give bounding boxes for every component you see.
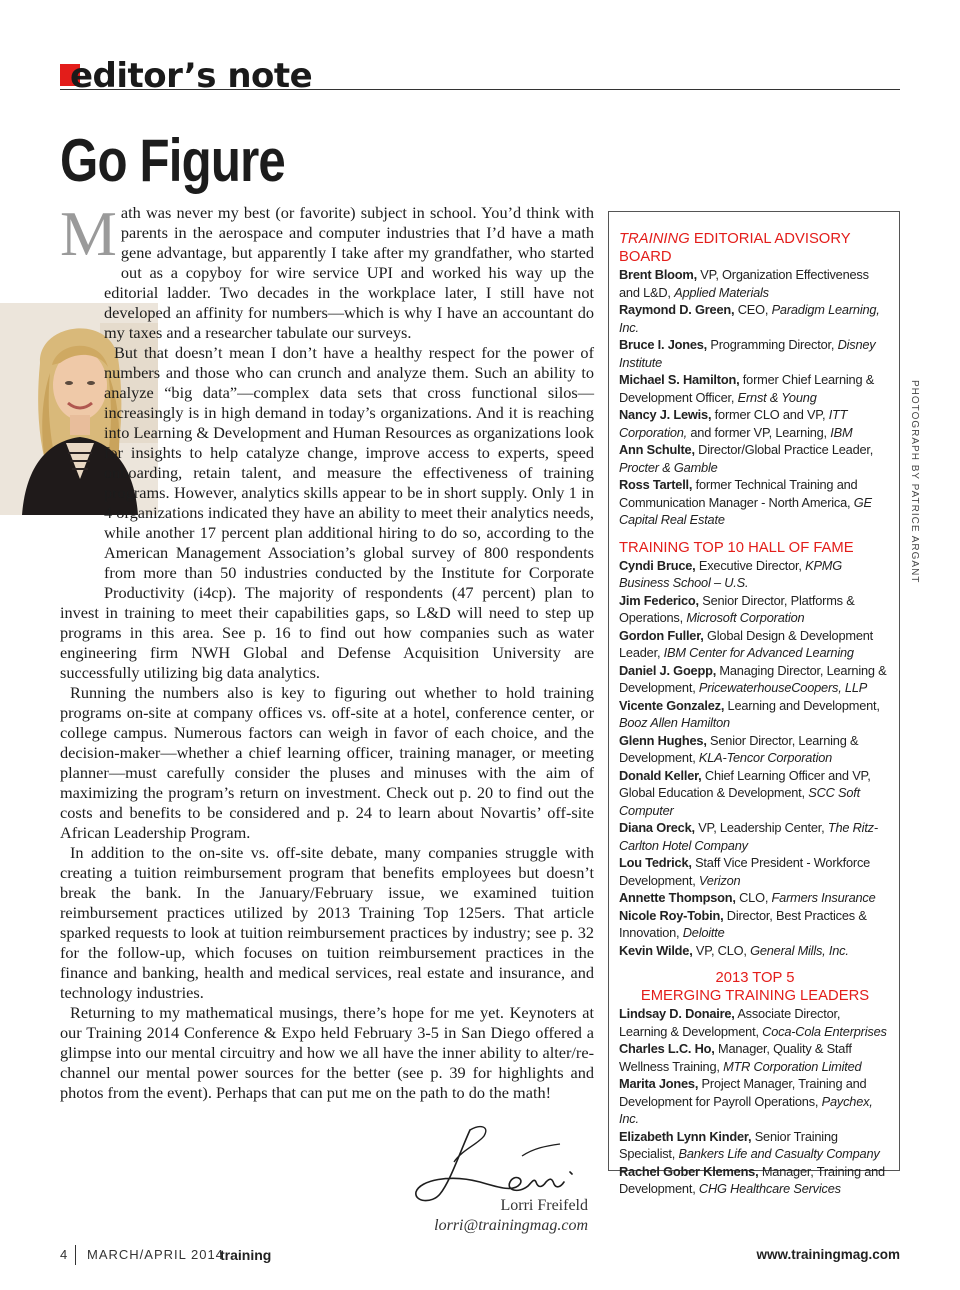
member-org: KLA-Tencor Corporation bbox=[698, 750, 833, 765]
advisory-board-list bbox=[619, 266, 891, 529]
board-member bbox=[619, 266, 891, 301]
paragraph-1-text: ath was never my best (or favorite) subject in school. You’d think with parents in the aerospace and computer industries that I’d have a math gene advantage, but apparently I take after my grandfather, who started out as a copyboy for wire service UPI and worked his way up the editorial ladder. Two decades in the workplace later, I still have not developed an affinity for numbers—which is why I have an accountant do my taxes and a researcher tabulate our surveys. bbox=[104, 203, 594, 342]
emerging-leaders-list bbox=[619, 1005, 891, 1198]
member-title: VP, Organization Effectiveness and L&D, bbox=[619, 267, 869, 300]
member-name: Donald Keller, bbox=[619, 767, 702, 783]
member-org: Paychex, Inc. bbox=[619, 1093, 873, 1126]
member-org: IBM Center for Advanced Learning bbox=[663, 645, 854, 660]
page-number: 4 bbox=[60, 1247, 68, 1262]
paragraph-3: Running the numbers also is key to figuring out whether to hold training programs on-site at company offices vs. off-site at a hotel, conference center, or college campus. Numerous factors can weigh in favor of each choice, and the decision-maker—whether a chief learning officer, training manager, or meeting planner—must carefully consider the pluses and minuses with the aim of maximizing the program’s return on investment. Check out p. 20 to find out the costs and benefits to be considered and p. 24 to learn about Novartis’ off-site African Leadership Program. bbox=[60, 683, 594, 842]
website-url[interactable]: www.trainingmag.com bbox=[756, 1247, 900, 1262]
member-org: Verizon bbox=[698, 872, 741, 888]
member-name: Nancy J. Lewis, bbox=[619, 407, 712, 422]
member-name: Bruce I. Jones, bbox=[619, 337, 708, 352]
member-name: Ann Schulte, bbox=[619, 442, 695, 457]
emerging-leader bbox=[619, 1005, 891, 1040]
hall-member bbox=[619, 732, 891, 767]
author-name: Lorri Freifeld bbox=[500, 1197, 588, 1214]
member-title: Chief Learning Officer and VP, Global Education & Development, bbox=[619, 767, 871, 800]
member-name: Jim Federico, bbox=[619, 592, 699, 608]
hall-member bbox=[619, 767, 891, 820]
hall-member bbox=[619, 697, 891, 732]
paragraph-5: Returning to my mathematical musings, there’s hope for me yet. Keynoters at our Training 2014 Conference & Expo held February 3-5 in San Diego offered a glimpse into our mental circuitry and how we all have the inner ability to alter/re-channel our mental power sources for the better (see p. 39 for highlights and photos from the event). Perhaps that can put me on the path to do the math! bbox=[60, 1003, 594, 1102]
member-name: Charles L.C. Ho, bbox=[619, 1041, 715, 1056]
hall-of-fame-list bbox=[619, 557, 891, 960]
member-title: Manager, Training and Development, bbox=[619, 1163, 885, 1196]
dropcap: M bbox=[60, 198, 117, 269]
hall-member bbox=[619, 889, 891, 907]
hall-member bbox=[619, 907, 891, 942]
advisory-board-heading-italic: TRAINING bbox=[619, 231, 690, 247]
photo-credit-text: PHOTOGRAPH BY PATRICE ARGANT bbox=[909, 380, 920, 584]
member-name: Annette Thompson, bbox=[619, 890, 736, 905]
member-name: Lou Tedrick, bbox=[619, 855, 692, 870]
member-name: Brent Bloom, bbox=[619, 267, 697, 282]
hall-member bbox=[619, 627, 891, 662]
member-org: Procter & Gamble bbox=[619, 459, 718, 475]
member-title: Staff Vice President - Workforce Development, bbox=[619, 855, 871, 888]
member-title: Programming Director, bbox=[707, 337, 838, 352]
member-title: Director/Global Practice Leader, bbox=[694, 442, 874, 457]
member-title: former CLO and VP, bbox=[711, 407, 829, 422]
member-title: Learning and Development, bbox=[724, 697, 880, 713]
member-title: Executive Director, bbox=[695, 557, 806, 573]
member-org: The Ritz-Carlton Hotel Company bbox=[619, 820, 878, 853]
sidebar-gap bbox=[619, 529, 891, 537]
member-name: Diana Oreck, bbox=[619, 820, 695, 835]
member-org: ITT Corporation, bbox=[619, 407, 848, 440]
member-name: Vicente Gonzalez, bbox=[619, 697, 725, 713]
member-org: KPMG Business School – U.S. bbox=[619, 557, 843, 590]
board-member bbox=[619, 476, 891, 529]
member-org: Coca-Cola Enterprises bbox=[762, 1023, 887, 1039]
emerging-leaders-heading-line-1: 2013 TOP 5 bbox=[715, 970, 795, 986]
member-name: Marita Jones, bbox=[619, 1076, 699, 1091]
hall-of-fame-heading: TRAINING TOP 10 HALL OF FAME bbox=[619, 539, 854, 556]
paragraph-2: But that doesn’t mean I don’t have a healthy respect for the power of numbers and those who can crunch and analyze them. Such an ability to analyze “big data”—complex data sets that cross functional silos—increasingly is in high demand in today’s organizations. And it is reaching into Learning & Development and Human Resources as organizations look for insights to help catalyze change, improve access to experts, speed onboarding, retain talent, and measure the effectiveness of training programs. However, analytics skills appear to be in short supply. Only 1 in 4 organizations indicated they have an ability to meet their analytics needs, while another 17 percent plan additional hiring to do so, according to the American Management Association’s global survey of 800 respondents from more than 50 industries conducted by the Institute for Corporate Productivity (i4cp). The majority of respondents (47 percent) plan to invest in training to meet their capabilities gaps, so L&D will need to step up programs in this area. See p. 16 to find out how companies such as water engineering firm NWH Global and Defense Acquisition University are successfully utilizing big data analytics. bbox=[60, 343, 594, 682]
member-title: Managing Director, Learning & Development, bbox=[619, 662, 887, 695]
hall-member bbox=[619, 819, 891, 854]
issue-date: MARCH/APRIL 2014 bbox=[87, 1247, 224, 1262]
member-org: Booz Allen Hamilton bbox=[619, 715, 730, 730]
member-name: Gordon Fuller, bbox=[619, 627, 704, 643]
member-name: Lindsay D. Donaire, bbox=[619, 1006, 735, 1021]
member-name: Rachel Gober Klemens, bbox=[619, 1163, 759, 1179]
member-title: former Technical Training and Communication Manager - North America, bbox=[619, 477, 858, 510]
board-member bbox=[619, 441, 891, 476]
member-name: Raymond D. Green, bbox=[619, 302, 735, 317]
header-rule bbox=[60, 89, 900, 90]
member-org: Ernst & Young bbox=[737, 389, 817, 405]
paragraph-1 bbox=[60, 198, 594, 343]
emerging-leader bbox=[619, 1075, 891, 1128]
member-title: CLO, bbox=[735, 890, 772, 905]
member-title: Senior Director, Learning & Development, bbox=[619, 732, 859, 765]
board-member bbox=[619, 371, 891, 406]
member-org: GE Capital Real Estate bbox=[619, 494, 872, 527]
member-title: Senior Training Specialist, bbox=[619, 1128, 838, 1161]
hall-member bbox=[619, 592, 891, 627]
hall-member bbox=[619, 942, 891, 960]
hall-member bbox=[619, 854, 891, 889]
hall-member bbox=[619, 662, 891, 697]
author-email[interactable]: lorri@trainingmag.com bbox=[434, 1217, 588, 1234]
emerging-leader bbox=[619, 1163, 891, 1198]
member-name: Daniel J. Goepp, bbox=[619, 662, 717, 678]
magazine-brand: training bbox=[220, 1247, 272, 1263]
member-title: Senior Director, Platforms & Operations, bbox=[619, 592, 855, 625]
member-org: Farmers Insurance bbox=[771, 890, 876, 905]
board-member bbox=[619, 301, 891, 336]
page-title: Go Figure bbox=[60, 127, 285, 194]
member-name: Michael S. Hamilton, bbox=[619, 372, 740, 387]
member-title: CEO, bbox=[734, 302, 772, 317]
sidebar-gap bbox=[619, 959, 891, 967]
member-title: Global Design & Development Leader, bbox=[619, 627, 874, 660]
member-org-2: IBM bbox=[830, 424, 853, 440]
member-name: Ross Tartell, bbox=[619, 477, 693, 492]
photo-credit bbox=[904, 380, 924, 584]
member-org: CHG Healthcare Services bbox=[698, 1181, 841, 1196]
member-title: VP, Leadership Center, bbox=[694, 820, 828, 835]
member-org: General Mills, Inc. bbox=[750, 942, 849, 958]
member-org: Applied Materials bbox=[674, 284, 769, 300]
board-member bbox=[619, 406, 891, 441]
section-label: editor’s note bbox=[70, 56, 313, 96]
member-title: Project Manager, Training and Development for Payroll Operations, bbox=[619, 1076, 867, 1109]
emerging-leader bbox=[619, 1128, 891, 1163]
member-title: Manager, Quality & Staff Wellness Training, bbox=[619, 1041, 852, 1074]
advisory-board-heading bbox=[619, 230, 891, 266]
member-org: Bankers Life and Casualty Company bbox=[678, 1146, 880, 1161]
member-title: Director, Best Practices & Innovation, bbox=[619, 907, 867, 940]
footer-divider bbox=[75, 1245, 76, 1265]
emerging-leader bbox=[619, 1040, 891, 1075]
member-name: Cyndi Bruce, bbox=[619, 557, 696, 573]
advisory-board-heading-rest: EDITORIAL ADVISORY BOARD bbox=[619, 231, 851, 265]
member-org: PricewaterhouseCoopers, LLP bbox=[698, 680, 868, 695]
member-title: former Chief Learning & Development Officer, bbox=[619, 372, 875, 405]
member-name: Nicole Roy-Tobin, bbox=[619, 907, 724, 923]
member-name: Elizabeth Lynn Kinder, bbox=[619, 1128, 752, 1144]
board-member bbox=[619, 336, 891, 371]
article-body bbox=[60, 198, 594, 1203]
member-name: Glenn Hughes, bbox=[619, 732, 707, 748]
paragraph-4: In addition to the on-site vs. off-site debate, many companies struggle with creating a tuition reimbursement program that benefits employees but doesn’t break the bank. In the January/February issue, we examined tuition reimbursement practices utilized by 2013 Training Top 125ers. That article sparked requests to look at tuition reimbursement practices by industry; see p. 32 for the follow-up, which focuses on tuition reimbursement practices in the finance and banking, health and medical services, real estate and insurance, and technology industries. bbox=[60, 843, 594, 1002]
member-org: Microsoft Corporation bbox=[686, 610, 805, 625]
emerging-leaders-heading-line-2: EMERGING TRAINING LEADERS bbox=[640, 988, 870, 1004]
photo-wrap-spacer bbox=[0, 365, 104, 585]
member-name: Kevin Wilde, bbox=[619, 942, 693, 958]
member-org: Paradigm Learning, Inc. bbox=[619, 302, 880, 335]
hall-member bbox=[619, 557, 891, 592]
member-title: Associate Director, Learning & Development, bbox=[619, 1006, 841, 1039]
member-title: VP, CLO, bbox=[692, 942, 751, 958]
page-footer bbox=[60, 1244, 900, 1266]
member-org: Deloitte bbox=[682, 925, 725, 940]
member-org: MTR Corporation Limited bbox=[723, 1058, 862, 1074]
member-title-2: and former VP, Learning, bbox=[687, 424, 831, 440]
member-org: SCC Soft Computer bbox=[619, 785, 860, 818]
member-org: Disney Institute bbox=[619, 337, 876, 370]
sidebar-box bbox=[608, 211, 900, 1196]
